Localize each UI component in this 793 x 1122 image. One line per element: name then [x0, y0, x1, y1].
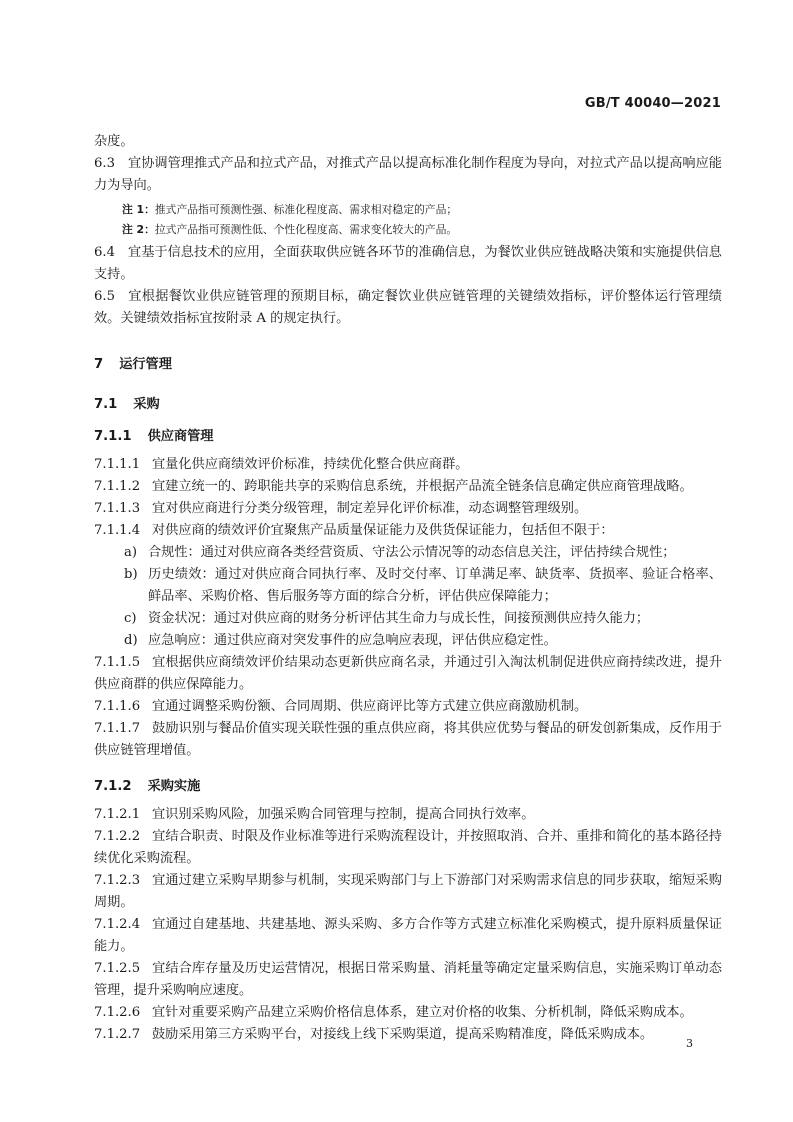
note-label: 注 1：	[122, 203, 155, 216]
clause-text: 宜针对重要采购产品建立采购价格信息体系，建立对价格的收集、分析机制，降低采购成本。	[152, 1005, 693, 1020]
standard-number: GB/T 40040—2021	[584, 96, 721, 111]
clause-number: 7.1.2.1	[94, 807, 141, 822]
paragraph-6-5	[94, 286, 722, 330]
section-title: 采购	[133, 397, 160, 412]
clause-text: 宜根据供应商绩效评价结果动态更新供应商名录，并通过引入淘汰机制促进供应商持续改进，提升供应商群的供应保障能力。	[94, 655, 722, 692]
note-label: 注 2：	[122, 222, 155, 236]
clause-number: 7.1.1.1	[94, 457, 141, 472]
document-body	[94, 131, 722, 1046]
section-title: 供应商管理	[147, 429, 214, 444]
note-1	[122, 201, 722, 219]
clause-number: 7.1.1.4	[94, 523, 141, 538]
clause-number: 7.1.2.4	[94, 917, 141, 932]
list-item-b	[124, 564, 722, 608]
list-marker: c)	[124, 611, 137, 626]
section-number: 7	[94, 357, 104, 372]
clause-text: 宜识别采购风险，加强采购合同管理与控制，提高合同执行效率。	[152, 807, 535, 822]
page-number: 3	[686, 1037, 693, 1050]
clause-number: 7.1.1.5	[94, 655, 141, 670]
note-text: 推式产品指可预测性强、标准化程度高、需求相对稳定的产品；	[154, 203, 458, 216]
clause-7-1-1-3	[94, 498, 722, 520]
section-number: 7.1	[94, 397, 118, 412]
list-item-a	[124, 542, 722, 564]
clause-number: 6.5	[94, 289, 115, 304]
clause-7-1-1-4	[94, 520, 722, 542]
list-item-text: 历史绩效：通过对供应商合同执行率、及时交付率、订单满足率、缺货率、货损率、验证合格率、鲜品率、采购价格、售后服务等方面的综合分析，评估供应保障能力；	[148, 567, 722, 604]
clause-7-1-2-2	[94, 826, 722, 870]
clause-text: 宜量化供应商绩效评价标准，持续优化整合供应商群。	[152, 457, 469, 472]
clause-number: 6.4	[94, 245, 115, 260]
clause-7-1-2-1	[94, 804, 722, 826]
list-marker: a)	[124, 545, 138, 560]
clause-text: 鼓励识别与餐品价值实现关联性强的重点供应商，将其供应优势与餐品的研发创新集成，反作用于供应链管理增值。	[94, 721, 722, 758]
section-number: 7.1.1	[94, 429, 132, 444]
clause-number: 7.1.2.7	[94, 1027, 141, 1042]
clause-7-1-2-5	[94, 958, 722, 1002]
clause-text: 宜通过调整采购份额、合同周期、供应商评比等方式建立供应商激励机制。	[152, 699, 588, 714]
clause-text: 宜结合职责、时限及作业标准等进行采购流程设计，并按照取消、合并、重排和简化的基本路径持续优化采购流程。	[94, 829, 722, 866]
clause-7-1-1-5	[94, 652, 722, 696]
section-heading-7-1-1	[94, 426, 722, 448]
section-number: 7.1.2	[94, 779, 132, 794]
paragraph-6-4	[94, 242, 722, 286]
clause-number: 7.1.1.6	[94, 699, 141, 714]
note-2	[122, 221, 722, 239]
list-item-c	[124, 608, 722, 630]
clause-number: 7.1.2.3	[94, 873, 141, 888]
clause-number: 7.1.2.5	[94, 961, 141, 976]
paragraph-text: 宜根据餐饮业供应链管理的预期目标，确定餐饮业供应链管理的关键绩效指标，评价整体运行管理绩效。关键绩效指标宜按附录 A 的规定执行。	[94, 289, 722, 326]
section-heading-7	[94, 354, 722, 376]
clause-text: 对供应商的绩效评价宜聚焦产品质量保证能力及供货保证能力，包括但不限于：	[152, 523, 614, 538]
clause-7-1-1-2	[94, 476, 722, 498]
list-marker: d)	[124, 633, 138, 648]
clause-7-1-2-3	[94, 870, 722, 914]
clause-number: 7.1.2.2	[94, 829, 141, 844]
clause-text: 宜建立统一的、跨职能共享的采购信息系统，并根据产品流全链条信息确定供应商管理战略。	[152, 479, 693, 494]
clause-text: 宜通过自建基地、共建基地、源头采购、多方合作等方式建立标准化采购模式，提升原料质量保证能力。	[94, 917, 722, 954]
clause-7-1-2-4	[94, 914, 722, 958]
paragraph-6-3	[94, 153, 722, 197]
clause-7-1-1-7	[94, 718, 722, 762]
clause-7-1-1-6	[94, 696, 722, 718]
section-title: 运行管理	[119, 357, 172, 372]
clause-number: 7.1.1.7	[94, 721, 141, 736]
paragraph-continuation	[94, 131, 722, 153]
list-marker: b)	[124, 567, 138, 582]
clause-text: 鼓励采用第三方采购平台，对接线上线下采购渠道，提高采购精准度，降低采购成本。	[152, 1027, 654, 1042]
clause-text: 宜结合库存量及历史运营情况，根据日常采购量、消耗量等确定定量采购信息，实施采购订单动态管理，提升采购响应速度。	[94, 961, 722, 998]
clause-7-1-1-1	[94, 454, 722, 476]
list-item-text: 资金状况：通过对供应商的财务分析评估其生命力与成长性，间接预测供应持久能力；	[148, 611, 650, 626]
section-title: 采购实施	[147, 779, 201, 794]
clause-number: 7.1.1.2	[94, 479, 141, 494]
clause-7-1-2-6	[94, 1002, 722, 1024]
clause-text: 宜通过建立采购早期参与机制，实现采购部门与上下游部门对采购需求信息的同步获取，缩短采购周期。	[94, 873, 722, 910]
note-text: 拉式产品指可预测性低、个性化程度高、需求变化较大的产品。	[154, 222, 458, 236]
paragraph-text: 宜基于信息技术的应用，全面获取供应链各环节的准确信息，为餐饮业供应链战略决策和实施提供信息支持。	[94, 245, 722, 282]
clause-number: 7.1.1.3	[94, 501, 141, 516]
clause-text: 宜对供应商进行分类分级管理，制定差异化评价标准，动态调整管理级别。	[152, 501, 588, 516]
list-item-text: 应急响应：通过供应商对突发事件的应急响应表现，评估供应稳定性。	[148, 633, 557, 648]
paragraph-text: 杂度。	[94, 134, 134, 149]
clause-number: 6.3	[94, 156, 115, 171]
section-heading-7-1	[94, 394, 722, 416]
clause-number: 7.1.2.6	[94, 1005, 141, 1020]
list-item-d	[124, 630, 722, 652]
clause-7-1-2-7	[94, 1024, 722, 1046]
section-heading-7-1-2	[94, 776, 722, 798]
list-item-text: 合规性：通过对供应商各类经营资质、守法公示情况等的动态信息关注，评估持续合规性；	[148, 545, 676, 560]
paragraph-text: 宜协调管理推式产品和拉式产品，对推式产品以提高标准化制作程度为导向，对拉式产品以提高响应能力为导向。	[94, 156, 722, 193]
